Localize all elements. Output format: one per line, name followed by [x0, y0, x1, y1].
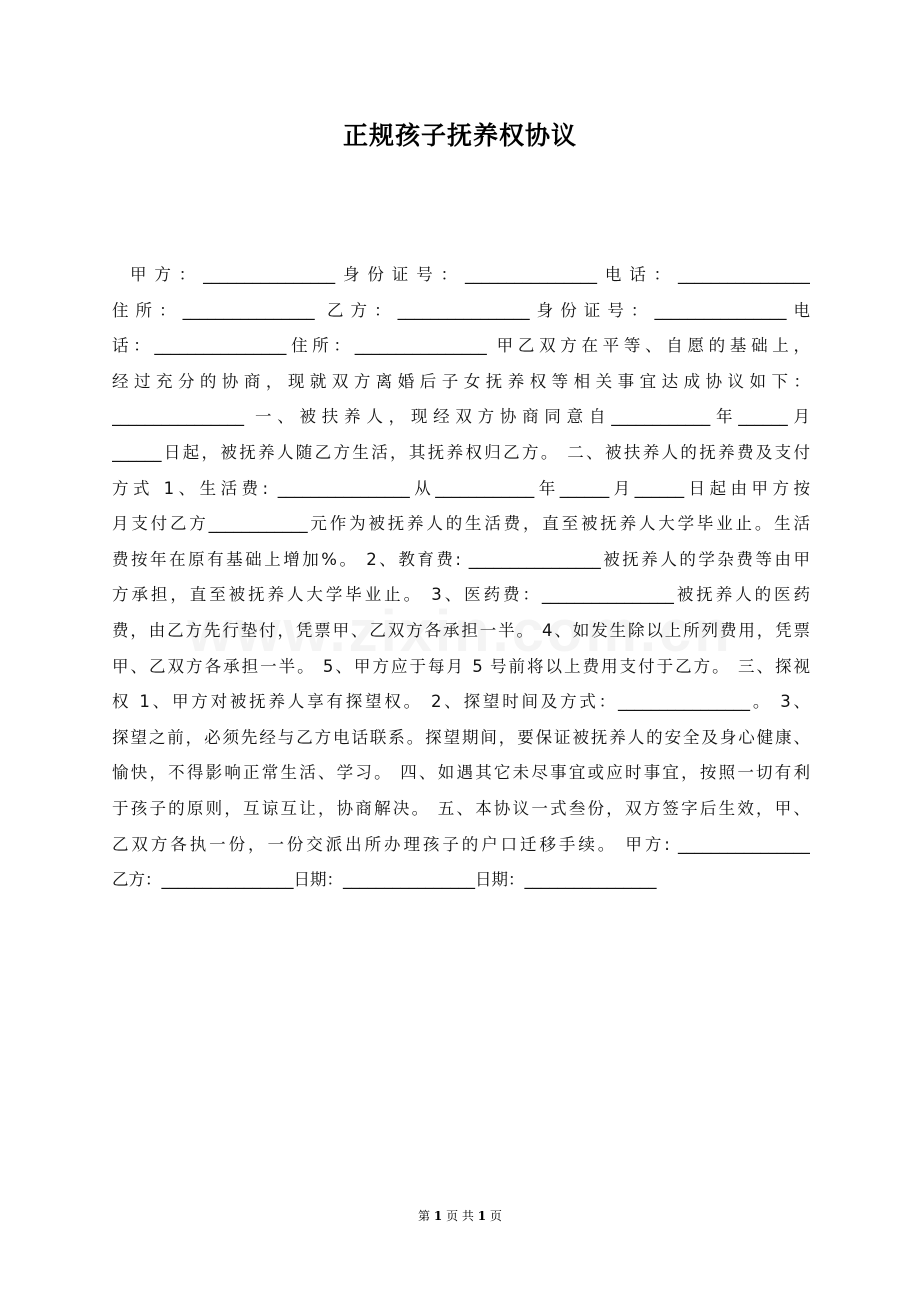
footer-total-pages: 1	[477, 1209, 487, 1223]
body-line: 费，由乙方先行垫付，凭票甲、乙双方各承担一半。 4、如发生除以上所列费用，凭票	[112, 620, 810, 640]
body-line: 住所：________________ 乙方：________________身份证号：________________电	[112, 300, 810, 320]
footer-prefix: 第	[418, 1209, 431, 1223]
body-line: 方式 1、生活费: ________________从____________年______月______日起由甲方按	[112, 478, 810, 498]
watermark	[0, 598, 920, 665]
footer-middle: 页 共	[446, 1209, 474, 1223]
body-line: 话：________________住所：________________ 甲乙双方在平等、自愿的基础上，	[112, 336, 810, 356]
body-line: 于孩子的原则，互谅互让，协商解决。 五、本协议一式叁份，双方签字后生效，甲、	[112, 798, 810, 818]
body-line: ________________ 一、被扶养人，现经双方协商同意自____________年______月	[112, 407, 810, 427]
body-line: ______日起，被抚养人随乙方生活，其抚养权归乙方。 二、被扶养人的抚养费及支付	[112, 442, 810, 462]
body-line: 探望之前，必须先经与乙方电话联系。探望期间，要保证被抚养人的安全及身心健康、	[112, 727, 810, 747]
body-line: 愉快，不得影响正常生活、学习。 四、如遇其它未尽事宜或应时事宜，按照一切有利	[112, 763, 810, 783]
body-line: 乙双方各执一份，一份交派出所办理孩子的户口迁移手续。 甲方: ________________	[112, 834, 810, 854]
body-line: 权 1、甲方对被抚养人享有探望权。 2、探望时间及方式：________________。 3、	[112, 692, 810, 712]
footer-page-number: 1	[433, 1209, 443, 1223]
body-line: 费按年在原有基础上增加%。 2、教育费: ________________被抚养人的学杂费等由甲	[112, 549, 810, 569]
agreement-body	[112, 257, 810, 898]
body-line: 方承担，直至被抚养人大学毕业止。 3、医药费：________________被抚养人的医药	[112, 585, 810, 605]
body-line: 甲方：________________身份证号：________________电话：________________	[130, 265, 810, 284]
body-line: 甲、乙双方各承担一半。 5、甲方应于每月 5 号前将以上费用支付于乙方。 三、探视	[112, 656, 810, 676]
body-line: 月支付乙方____________元作为被抚养人的生活费，直至被抚养人大学毕业止。生活	[112, 514, 810, 534]
footer-suffix: 页	[489, 1209, 502, 1223]
body-line: 经过充分的协商，现就双方离婚后子女抚养权等相关事宜达成协议如下：	[112, 371, 810, 391]
document-title: 正规孩子抚养权协议	[342, 121, 577, 150]
page-footer	[0, 1207, 920, 1224]
body-line: 乙方：________________日期：________________日期：________________	[112, 870, 657, 890]
